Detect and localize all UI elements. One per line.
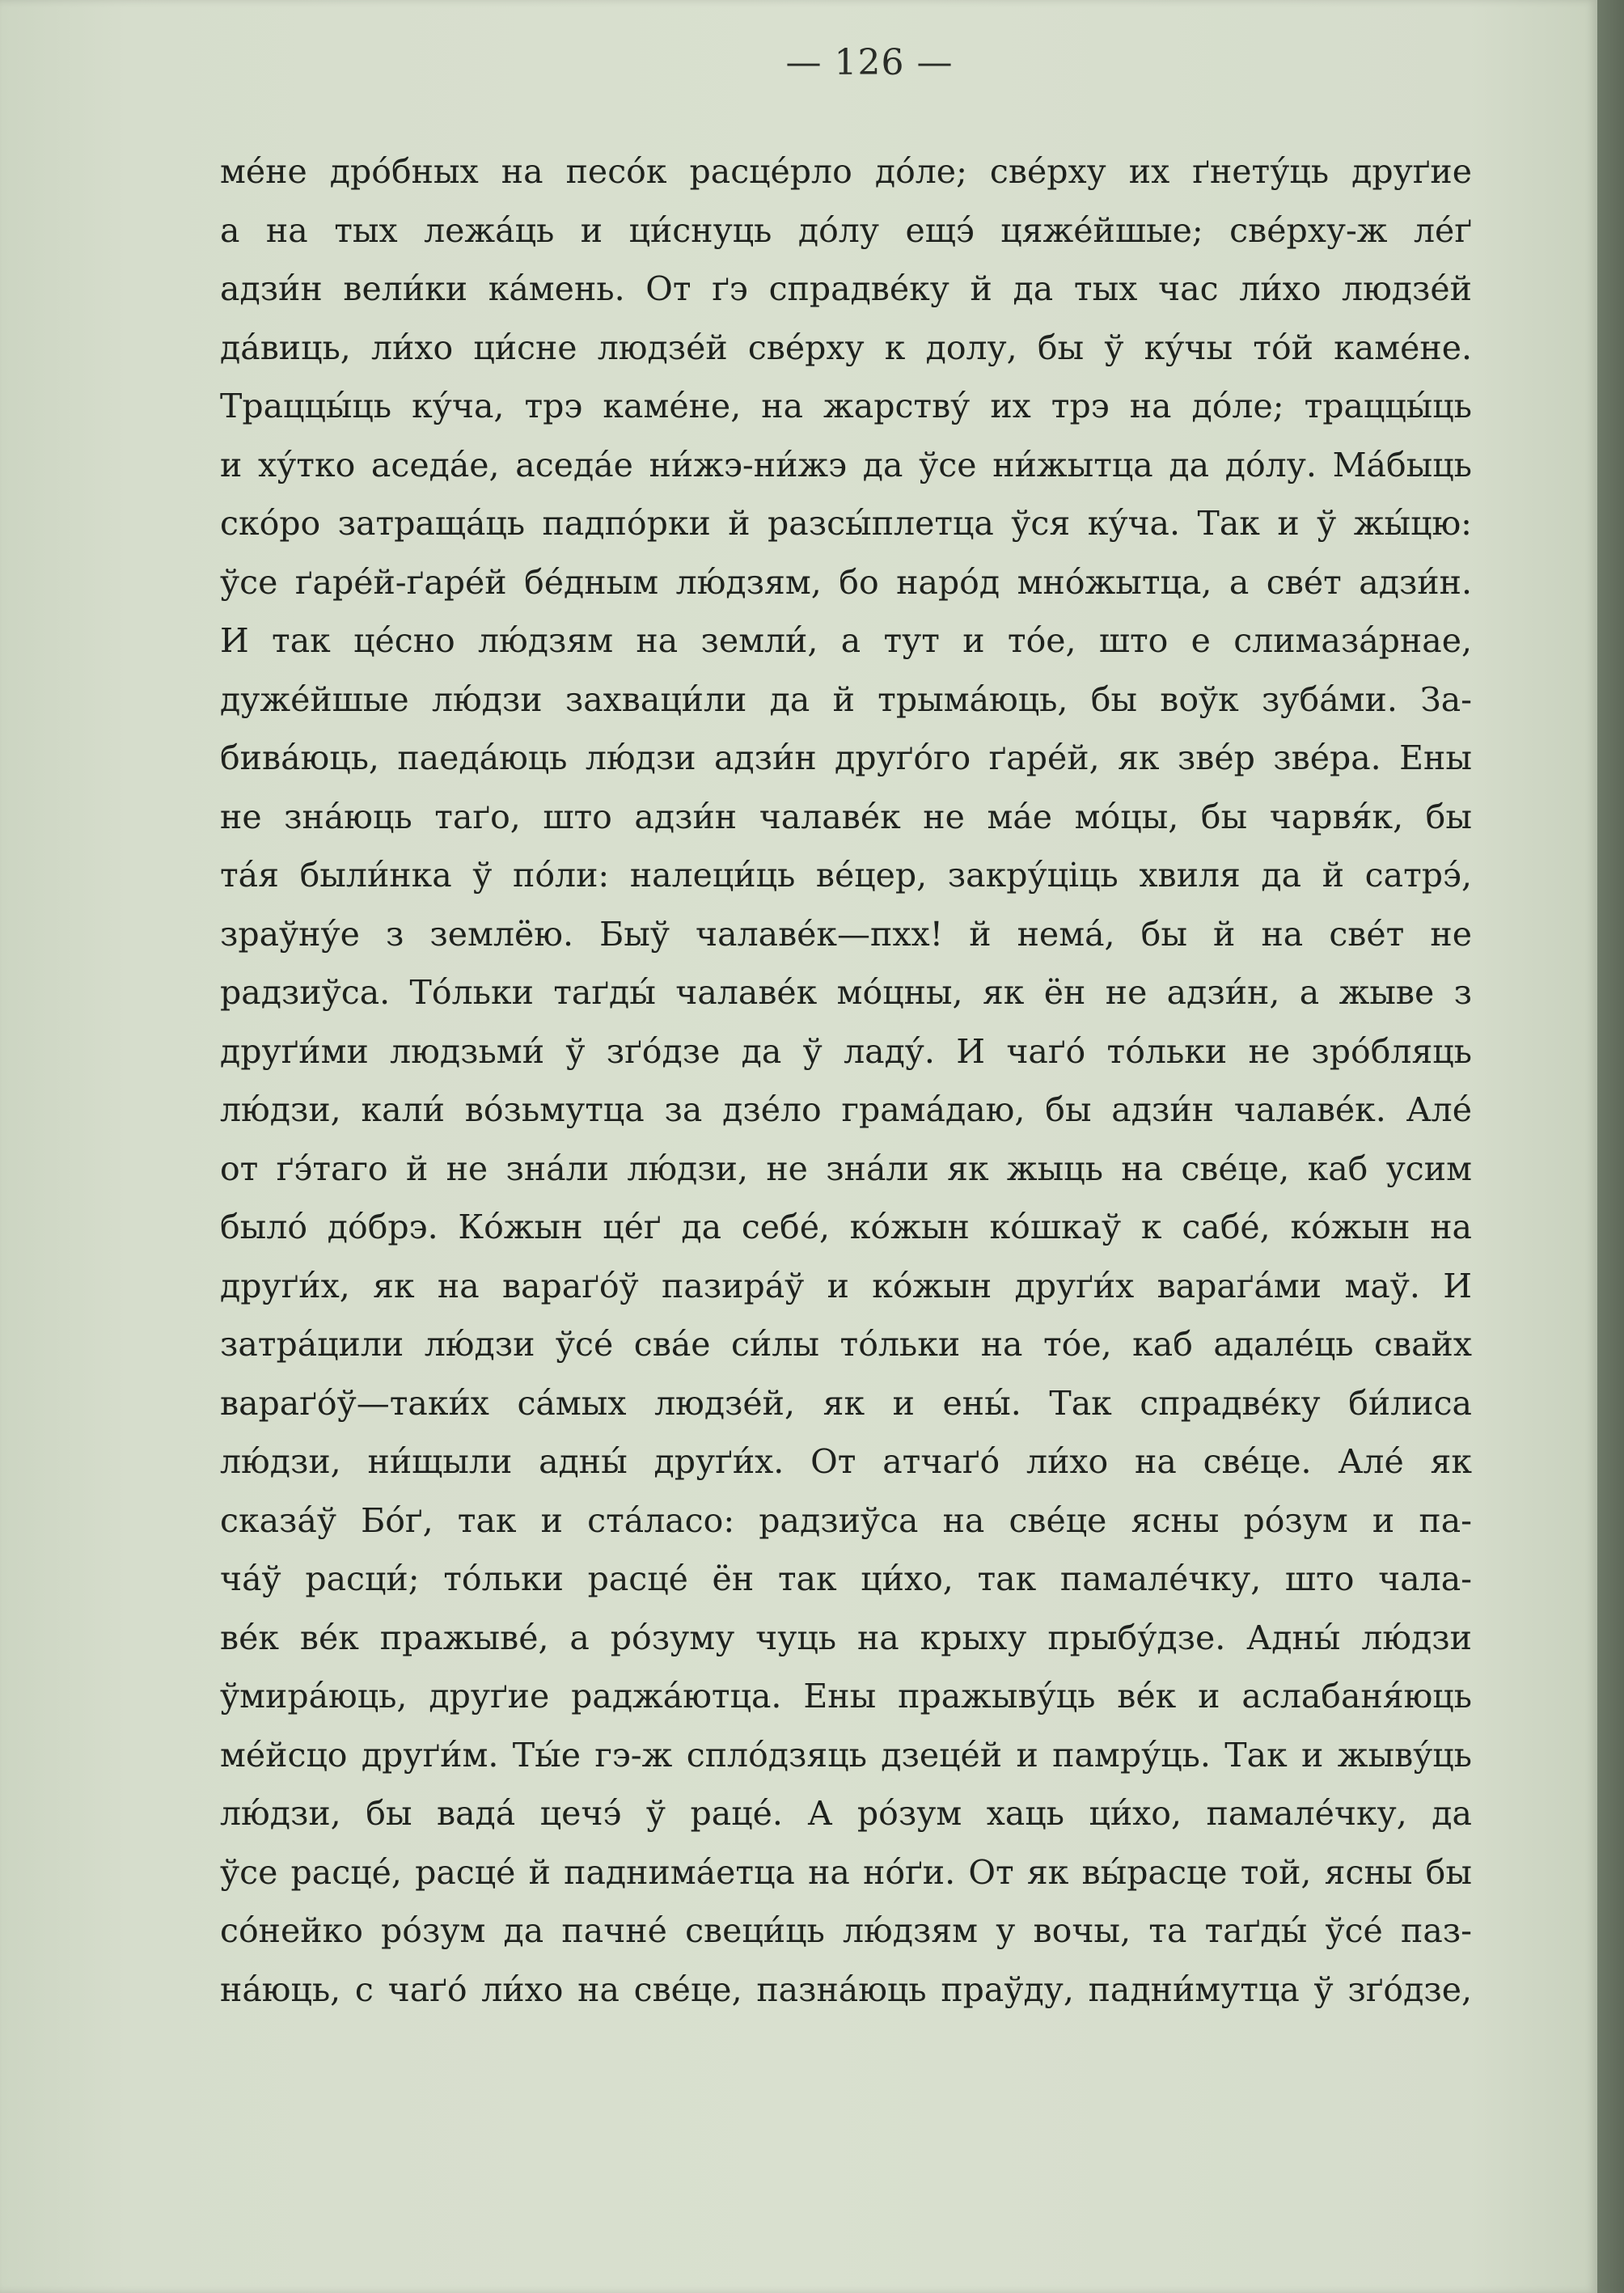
text-line: лю́дзи, ни́щыли адны́ друґи́х. От атчаґо́ ли́хо на све́це. Але́ як <box>220 1442 1472 1481</box>
text-line: ско́ро затраща́ць падпо́рки й разсы́плетца ўся ку́ча. Так и ў жы́цю: <box>220 504 1472 543</box>
text-line: друґи́ми людзьми́ ў зґо́дзе да ў ладу́. И чаґо́ то́льки не зро́бляць <box>220 1031 1472 1071</box>
body-text <box>220 142 1472 2019</box>
text-line: Траццы́ць ку́ча, трэ каме́не, на жарству́ их трэ на до́ле; траццы́ць <box>220 387 1472 425</box>
text-line: ме́не дро́бных на песо́к расце́рло до́ле; све́рху их ґнету́ць друґие <box>220 152 1472 191</box>
text-line: было́ до́брэ. Ко́жын це́ґ да себе́, ко́жын ко́шкаў к сабе́, ко́жын на <box>220 1208 1472 1246</box>
text-line: на́юць, с чаґо́ ли́хо на све́це, пазна́юць праўду, падни́мутца ў зґо́дзе, <box>220 1969 1472 2009</box>
text-line: со́нейко ро́зум да пачне́ свеци́ць лю́дзям у вочы, та таґды́ ўсе́ паз- <box>220 1911 1472 1950</box>
text-line: ўмира́юць, друґие раджа́ютца. Ены пражыву́ць ве́к и аслабаня́юць <box>220 1677 1472 1716</box>
text-line: от ґэ́таго й не зна́ли лю́дзи, не зна́ли як жыць на све́це, каб усим <box>220 1149 1472 1188</box>
book-edge <box>1597 0 1624 2293</box>
text-line: вараґо́ў—таки́х са́мых людзе́й, як и ены́. Так спрадве́ку би́лиса <box>220 1383 1472 1423</box>
text-line: ўсе ґаре́й-ґаре́й бе́дным лю́дзям, бо наро́д мно́жытца, а све́т адзи́н. <box>220 562 1472 602</box>
text-line: И так це́сно лю́дзям на земли́, а тут и то́е, што е слимаза́рнае, <box>220 621 1472 660</box>
text-line: адзи́н вели́ки ка́мень. От ґэ спрадве́ку й да тых час ли́хо людзе́й <box>220 269 1472 308</box>
text-line: радзиўса. То́льки таґды́ чалаве́к мо́цны, як ён не адзи́н, а жыве з <box>220 973 1472 1012</box>
text-line: бива́юць, паеда́юць лю́дзи адзи́н друґо́го ґаре́й, як зве́р зве́ра. Ены <box>220 738 1472 777</box>
text-line: а на тых лежа́ць и ци́снуць до́лу ещэ́ цяже́йшые; све́рху-ж ле́ґ <box>220 210 1472 250</box>
text-line: лю́дзи, кали́ во́зьмутца за дзе́ло грама́даю, бы адзи́н чалаве́к. Але́ <box>220 1090 1472 1129</box>
text-line: ве́к ве́к пражыве́, а ро́зуму чуць на крыху прыбу́дзе. Адны́ лю́дзи <box>220 1618 1472 1657</box>
text-line: да́виць, ли́хо ци́сне людзе́й све́рху к долу, бы ў ку́чы то́й каме́не. <box>220 328 1472 367</box>
text-line: зраўну́е з землёю. Быў чалаве́к—пхх! й нема́, бы й на све́т не <box>220 914 1472 954</box>
text-line: и ху́тко аседа́е, аседа́е ни́жэ-ни́жэ да ўсе ни́жытца да до́лу. Ма́быць <box>220 445 1472 484</box>
text-line: не зна́юць таґо, што адзи́н чалаве́к не ма́е мо́цы, бы чарвя́к, бы <box>220 797 1472 836</box>
text-line: друґи́х, як на вараґо́ў пазира́ў и ко́жын друґи́х вараґа́ми маў. И <box>220 1266 1472 1305</box>
text-line: ўсе расце́, расце́ й паднима́етца на но́ґи. От як вы́расце той, ясны бы <box>220 1852 1472 1892</box>
text-line: сказа́ў Бо́ґ, так и ста́ласо: радзиўса на све́це ясны ро́зум и па- <box>220 1500 1472 1540</box>
text-line: ча́ў расци́; то́льки расце́ ён так ци́хо, так памале́чку, што чала- <box>220 1559 1472 1598</box>
text-line: та́я были́нка ў по́ли: налеци́ць ве́цер, закру́ціць хвиля да й сатрэ́, <box>220 856 1472 895</box>
page-number: — 126 — <box>785 42 954 83</box>
text-line: дуже́йшые лю́дзи захваци́ли да й трыма́юць, бы воўк зуба́ми. За- <box>220 679 1472 719</box>
text-line: лю́дзи, бы вада́ цечэ́ ў раце́. А ро́зум хаць ци́хо, памале́чку, да <box>220 1794 1472 1833</box>
text-line: ме́йсцо друґи́м. Ты́е гэ-ж спло́дзяць дзеце́й и памру́ць. Так и жыву́ць <box>220 1735 1472 1775</box>
text-line: затра́цили лю́дзи ўсе́ сва́е си́лы то́льки на то́е, каб адале́ць свайх <box>220 1325 1472 1364</box>
